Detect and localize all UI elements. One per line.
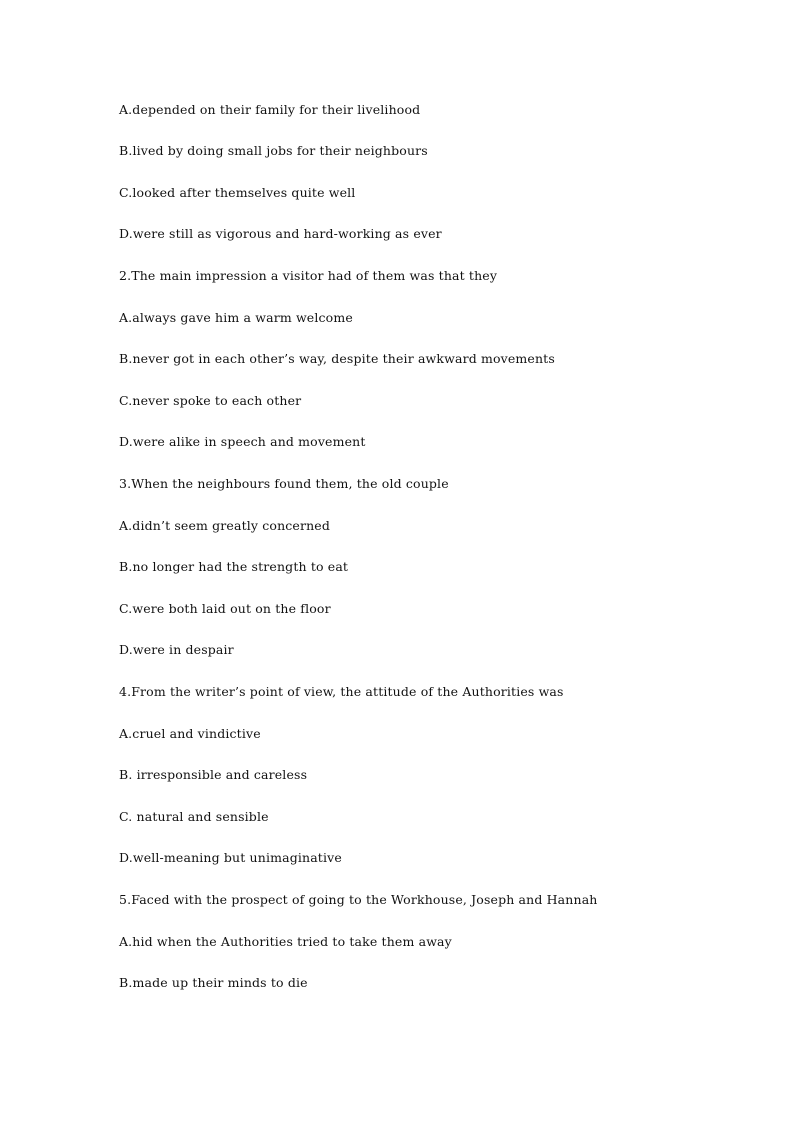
option-line: D.were in despair	[119, 642, 234, 657]
option-line: C. natural and sensible	[119, 809, 269, 824]
option-line: A.didn’t seem greatly concerned	[119, 518, 330, 533]
question-line: 4.From the writer’s point of view, the attitude of the Authorities was	[119, 684, 564, 699]
option-line: A.always gave him a warm welcome	[119, 310, 353, 325]
option-line: A.depended on their family for their livelihood	[119, 102, 421, 117]
option-line: D.were still as vigorous and hard-working as ever	[119, 226, 442, 241]
option-line: D.well-meaning but unimaginative	[119, 850, 342, 865]
option-line: A.hid when the Authorities tried to take them away	[119, 934, 452, 949]
option-line: B.lived by doing small jobs for their neighbours	[119, 143, 428, 158]
option-line: B. irresponsible and careless	[119, 767, 308, 782]
question-line: 5.Faced with the prospect of going to the Workhouse, Joseph and Hannah	[119, 892, 598, 907]
option-line: C.were both laid out on the floor	[119, 601, 331, 616]
option-line: A.cruel and vindictive	[119, 726, 261, 741]
option-line: C.looked after themselves quite well	[119, 185, 356, 200]
option-line: B.no longer had the strength to eat	[119, 559, 349, 574]
option-line: B.made up their minds to die	[119, 975, 308, 990]
question-line: 3.When the neighbours found them, the old couple	[119, 476, 449, 491]
question-line: 2.The main impression a visitor had of them was that they	[119, 268, 498, 283]
option-line: B.never got in each other’s way, despite their awkward movements	[119, 351, 555, 366]
option-line: D.were alike in speech and movement	[119, 434, 366, 449]
option-line: C.never spoke to each other	[119, 393, 302, 408]
